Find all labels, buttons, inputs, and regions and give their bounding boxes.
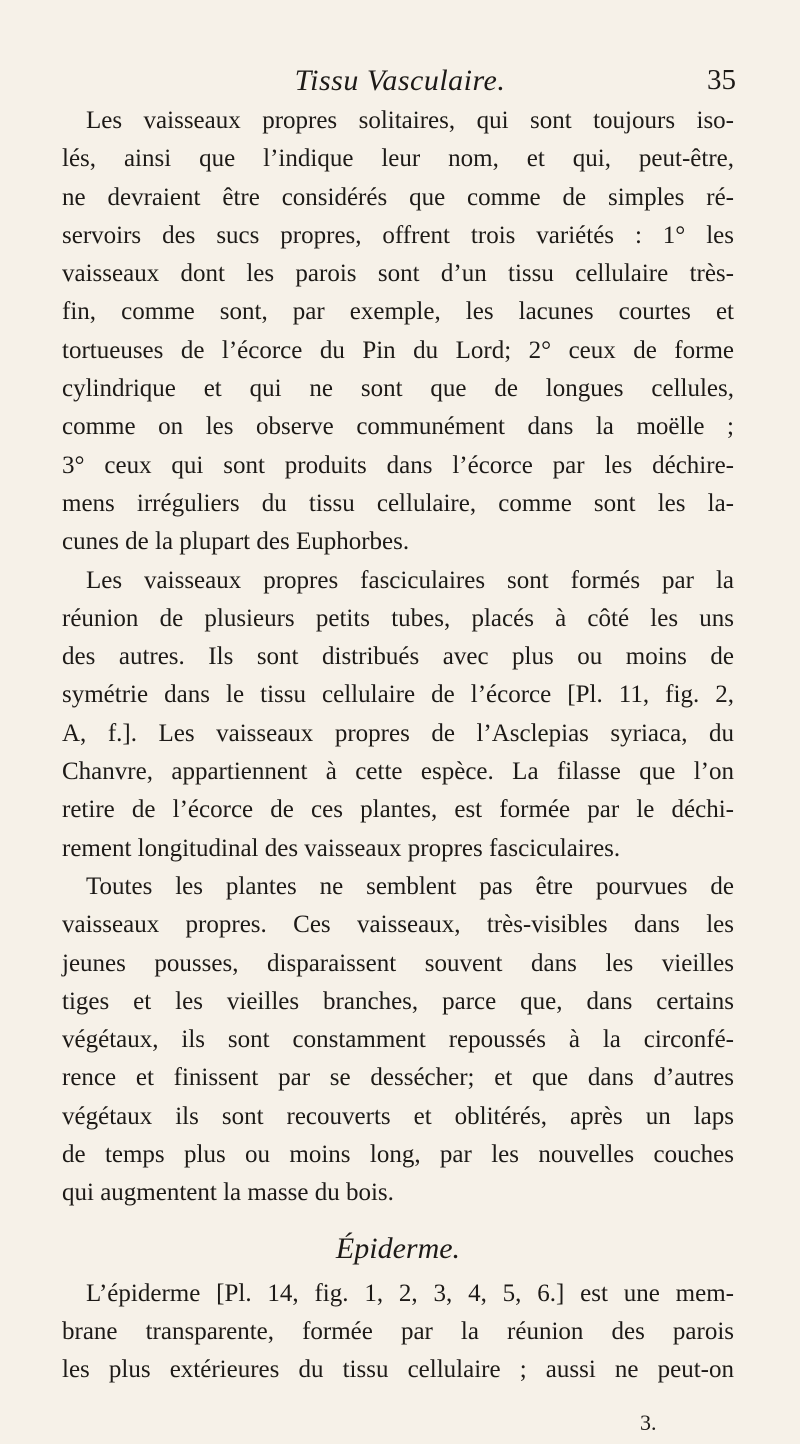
text-line: symétrie dans le tissu cellulaire de l’écorce [Pl. 11, fig. 2,: [62, 681, 734, 709]
text-line: A, f.]. Les vaisseaux propres de l’Asclepias syriaca, du: [62, 719, 734, 747]
text-line: fin, comme sont, par exemple, les lacunes courtes et: [62, 298, 734, 326]
text-line: comme on les observe communément dans la moëlle ;: [62, 413, 734, 441]
text-line: mens irréguliers du tissu cellulaire, comme sont les la-: [62, 489, 734, 517]
running-head: Tissu Vasculaire.: [294, 64, 506, 97]
text-line: Chanvre, appartiennent à cette espèce. La filasse que l’on: [62, 758, 734, 786]
text-line: Les vaisseaux propres fasciculaires sont formés par la: [86, 566, 734, 594]
text-line: servoirs des sucs propres, offrent trois variétés : 1° les: [62, 221, 734, 249]
text-line: qui augmentent la masse du bois.: [62, 1179, 394, 1207]
text-line: végétaux, ils sont constamment repoussés à la circonfé-: [62, 1026, 734, 1054]
page-header: [60, 64, 740, 104]
text-line: cylindrique et qui ne sont que de longues cellules,: [62, 375, 734, 403]
text-line: réunion de plusieurs petits tubes, placés à côté les uns: [62, 604, 734, 632]
text-line: vaisseaux dont les parois sont d’un tissu cellulaire très-: [62, 260, 734, 288]
text-line: vaisseaux propres. Ces vaisseaux, très-visibles dans les: [62, 911, 734, 939]
signature-mark: 3.: [640, 1410, 657, 1435]
text-line: tortueuses de l’écorce du Pin du Lord; 2° ceux de forme: [62, 336, 734, 364]
text-line: jeunes pousses, disparaissent souvent dans les vieilles: [62, 949, 734, 977]
text-line: retire de l’écorce de ces plantes, est formée par le déchi-: [62, 796, 734, 824]
text-line: L’épiderme [Pl. 14, fig. 1, 2, 3, 4, 5, 6.] est une mem-: [86, 1279, 734, 1307]
text-line: des autres. Ils sont distribués avec plus ou moins de: [62, 643, 734, 671]
text-line: de temps plus ou moins long, par les nouvelles couches: [62, 1141, 734, 1169]
text-line: ne devraient être considérés que comme de simples ré-: [62, 183, 734, 211]
text-line: rement longitudinal des vaisseaux propres fasciculaires.: [62, 834, 621, 862]
text-line: lés, ainsi que l’indique leur nom, et qui, peut-être,: [62, 145, 734, 173]
text-line: végétaux ils sont recouverts et oblitérés, après un laps: [62, 1102, 734, 1130]
text-line: Toutes les plantes ne semblent pas être pourvues de: [86, 872, 734, 900]
text-line: les plus extérieures du tissu cellulaire ; aussi ne peut-on: [62, 1356, 734, 1384]
text-line: Les vaisseaux propres solitaires, qui sont toujours iso-: [86, 107, 734, 134]
text-line: 3° ceux qui sont produits dans l’écorce par les déchire-: [62, 451, 734, 479]
page-number: 35: [707, 64, 736, 96]
body-text: [62, 102, 734, 1390]
text-line: rence et finissent par se dessécher; et que dans d’autres: [62, 1064, 734, 1092]
text-line: cunes de la plupart des Euphorbes.: [62, 528, 410, 556]
section-heading: Épiderme.: [335, 1231, 461, 1265]
text-line: tiges et les vieilles branches, parce que, dans certains: [62, 987, 734, 1015]
text-line: brane transparente, formée par la réunion des parois: [62, 1317, 734, 1345]
